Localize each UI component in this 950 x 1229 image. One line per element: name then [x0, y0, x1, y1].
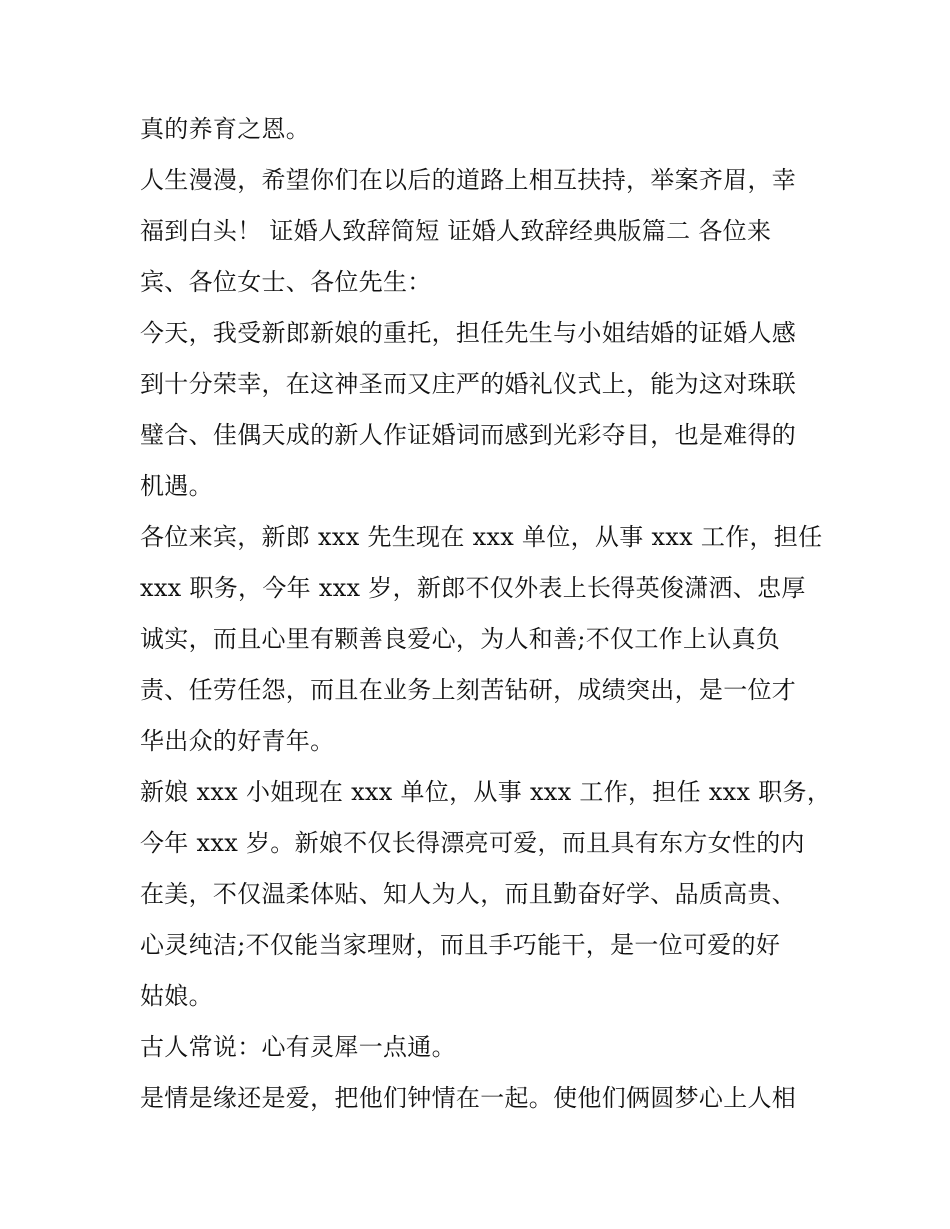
text-line: 诚实，而且心里有颗善良爱心，为人和善;不仅工作上认真负 [140, 625, 781, 653]
text-line: 真的养育之恩。 [140, 115, 311, 143]
text-line: 璧合、佳偶天成的新人作证婚词而感到光彩夺目，也是难得的 [140, 421, 797, 449]
text-line: 到十分荣幸，在这神圣而又庄严的婚礼仪式上，能为这对珠联 [140, 370, 797, 398]
text-line: xxx 职务，今年 xxx 岁，新郎不仅外表上长得英俊潇洒、忠厚 [140, 574, 806, 602]
text-line: 姑娘。 [140, 982, 213, 1010]
text-line: 今天，我受新郎新娘的重托，担任先生与小姐结婚的证婚人感 [140, 319, 797, 347]
text-line: 责、任劳任怨，而且在业务上刻苦钻研，成绩突出，是一位才 [140, 676, 797, 704]
text-line: 在美，不仅温柔体贴、知人为人，而且勤奋好学、品质高贵、 [140, 880, 797, 908]
document-body [140, 104, 832, 1124]
text-line: 人生漫漫，希望你们在以后的道路上相互扶持，举案齐眉，幸 [140, 166, 797, 194]
text-line: 是情是缘还是爱，把他们钟情在一起。使他们俩圆梦心上人相 [140, 1084, 797, 1112]
text-line: 心灵纯洁;不仅能当家理财，而且手巧能干，是一位可爱的好 [140, 931, 781, 959]
text-line: 机遇。 [140, 472, 213, 500]
text-line: 新娘 xxx 小姐现在 xxx 单位，从事 xxx 工作，担任 xxx 职务， [140, 778, 832, 806]
text-line: 古人常说：心有灵犀一点通。 [140, 1033, 456, 1061]
text-line: 宾、各位女士、各位先生： [140, 268, 432, 296]
text-line: 福到白头！ 证婚人致辞简短 证婚人致辞经典版篇二 各位来 [140, 217, 772, 245]
text-line: 今年 xxx 岁。新娘不仅长得漂亮可爱，而且具有东方女性的内 [140, 829, 805, 857]
text-line: 华出众的好青年。 [140, 727, 335, 755]
text-line: 各位来宾，新郎 xxx 先生现在 xxx 单位，从事 xxx 工作，担任 [140, 523, 823, 551]
